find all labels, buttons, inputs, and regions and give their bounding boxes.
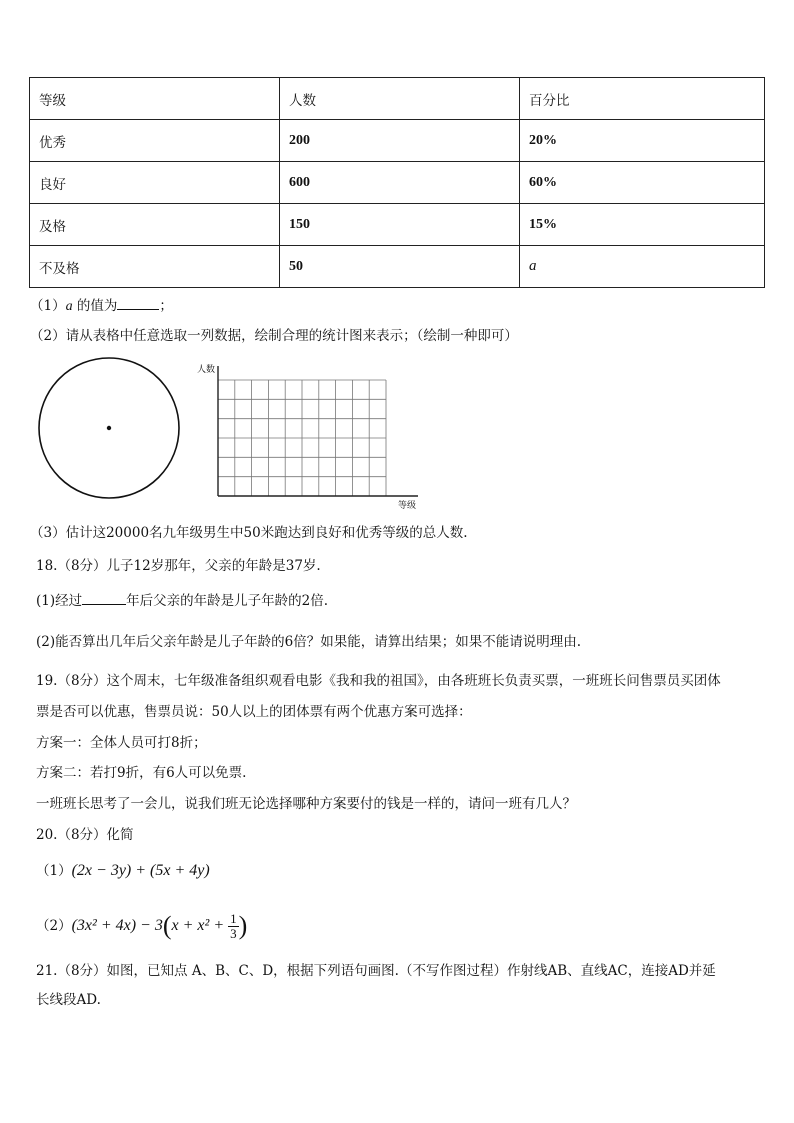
q19-line2: 票是否可以优惠，售票员说：50人以上的团体票有两个优惠方案可选择： bbox=[36, 704, 472, 720]
header-cell: 等级 bbox=[30, 78, 280, 120]
sub1-post: 年后父亲的年龄是儿子年龄的2倍. bbox=[126, 593, 329, 609]
q21-line1: 21.（8分）如图，已知点 A、B、C、D，根据下列语句画图.（不写作图过程）作射线AB、直线AC，连接AD并延 bbox=[36, 963, 716, 979]
table-cell: 150 bbox=[280, 204, 520, 246]
sub1-pre: 经过 bbox=[55, 593, 83, 609]
q20-title: 20.（8分）化简 bbox=[36, 827, 134, 843]
table-cell: 优秀 bbox=[30, 120, 280, 162]
expression: (2x − 3y) + (5x + 4y) bbox=[71, 862, 210, 879]
table-cell: 不及格 bbox=[30, 246, 280, 288]
q17-part3: （3）估计这20000名九年级男生中50米跑达到良好和优秀等级的总人数. bbox=[30, 525, 468, 541]
table-header-row bbox=[30, 78, 765, 120]
answer-blank[interactable] bbox=[117, 295, 159, 310]
chart-x-label: 等级 bbox=[398, 501, 417, 511]
answer-blank[interactable] bbox=[82, 590, 126, 605]
table-cell: 60% bbox=[520, 162, 765, 204]
table-cell: 良好 bbox=[30, 162, 280, 204]
q21-line2: 长线段AD. bbox=[36, 992, 101, 1008]
part-label: （1） bbox=[36, 863, 72, 879]
expression-a: (3x² + 4x) − 3 bbox=[71, 917, 163, 934]
header-cell: 人数 bbox=[280, 78, 520, 120]
q19-question: 一班班长思考了一会儿，说我们班无论选择哪种方案要付的钱是一样的，请问一班有几人？ bbox=[36, 796, 576, 812]
table-row bbox=[30, 162, 765, 204]
q18-title: 18.（8分）儿子12岁那年，父亲的年龄是37岁. bbox=[36, 558, 321, 574]
q19-plan1: 方案一：全体人员可打8折； bbox=[36, 735, 207, 751]
blank-pie-circle bbox=[36, 355, 186, 503]
q20-part2 bbox=[36, 912, 247, 941]
q18-sub1 bbox=[36, 590, 328, 610]
q17-part1 bbox=[30, 295, 173, 316]
fraction-denominator: 3 bbox=[230, 926, 237, 941]
q18-sub2 bbox=[36, 633, 581, 651]
big-paren-left: ( bbox=[162, 911, 172, 940]
table-cell: 600 bbox=[280, 162, 520, 204]
blank-bar-grid bbox=[190, 358, 430, 513]
center-dot bbox=[107, 426, 111, 430]
grade-table bbox=[29, 77, 765, 288]
big-paren-right: ) bbox=[238, 911, 248, 940]
table-row bbox=[30, 246, 765, 288]
part1-text: 的值为 bbox=[76, 298, 118, 314]
sub-label: (1) bbox=[36, 593, 56, 609]
table-cell: 200 bbox=[280, 120, 520, 162]
table-cell: a bbox=[520, 246, 765, 288]
q19-line1: 19.（8分）这个周末，七年级准备组织观看电影《我和我的祖国》，由各班班长负责买票，一班班长问售票员买团体 bbox=[36, 673, 721, 689]
sub-label: (2) bbox=[36, 634, 56, 650]
table-cell: 50 bbox=[280, 246, 520, 288]
table-cell: 及格 bbox=[30, 204, 280, 246]
variable-a: a bbox=[65, 299, 73, 314]
chart-y-label: 人数 bbox=[197, 365, 216, 375]
table-row bbox=[30, 204, 765, 246]
table-row bbox=[30, 120, 765, 162]
expression-b: x + x² + bbox=[171, 917, 229, 934]
q19-plan2: 方案二：若打9折，有6人可以免票. bbox=[36, 765, 247, 781]
q17-part2: （2）请从表格中任意选取一列数据，绘制合理的统计图来表示；（绘制一种即可） bbox=[30, 328, 518, 344]
fraction bbox=[228, 912, 239, 941]
fraction-numerator: 1 bbox=[230, 911, 237, 926]
q20-part1 bbox=[36, 862, 210, 880]
table-cell: 20% bbox=[520, 120, 765, 162]
part-label: （1） bbox=[30, 298, 66, 314]
table-cell: 15% bbox=[520, 204, 765, 246]
sub2-text: 能否算出几年后父亲年龄是儿子年龄的6倍？如果能，请算出结果；如果不能请说明理由. bbox=[55, 634, 582, 650]
part-label: （2） bbox=[36, 918, 72, 934]
header-cell: 百分比 bbox=[520, 78, 765, 120]
part1-suffix: ； bbox=[159, 298, 173, 314]
